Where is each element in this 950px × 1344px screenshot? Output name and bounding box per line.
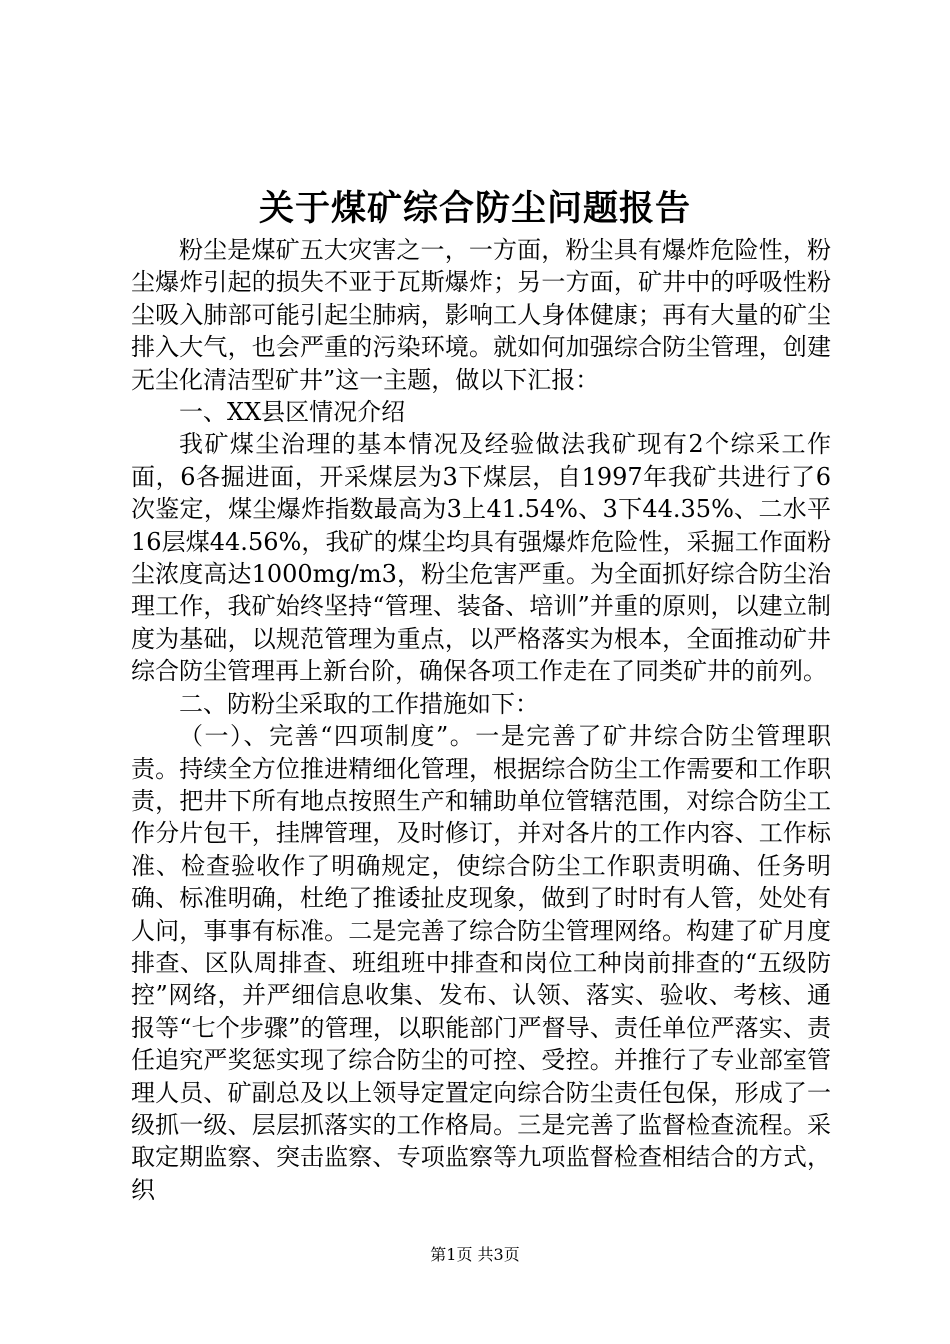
document-body [131, 234, 831, 1206]
section-heading-1: 一、XX县区情况介绍 [179, 398, 406, 427]
document-title: 关于煤矿综合防尘问题报告 [258, 188, 691, 229]
paragraph-intro: 粉尘是煤矿五大灾害之一，一方面，粉尘具有爆炸危险性，粉尘爆炸引起的损失不亚于瓦斯爆炸；另一方面，矿井中的呼吸性粉尘吸入肺部可能引起尘肺病，影响工人身体健康；再有大量的矿尘排入大气，也会严重的污染环境。就如何加强综合防尘管理，创建无尘化清洁型矿井”这一主题，做以下汇报： [131, 236, 831, 394]
page-number: 第1页 共3页 [430, 1245, 520, 1264]
section-heading-2: 二、防粉尘采取的工作措施如下： [179, 689, 539, 718]
paragraph-measures: （一）、完善“四项制度”。一是完善了矿井综合防尘管理职责。持续全方位推进精细化管理，根据综合防尘工作需要和工作职责，把井下所有地点按照生产和辅助单位管辖范围，对综合防尘工作分片包干，挂牌管理，及时修订，并对各片的工作内容、工作标准、检查验收作了明确规定，使综合防尘工作职责明确、任务明确、标准明确，杜绝了推诿扯皮现象，做到了时时有人管，处处有人问，事事有标准。二是完善了综合防尘管理网络。构建了矿月度排查、区队周排查、班组班中排查和岗位工种岗前排查的“五级防控”网络，并严细信息收集、发布、认领、落实、验收、考核、通报等“七个步骤”的管理，以职能部门严督导、责任单位严落实、责任追究严奖惩实现了综合防尘的可控、受控。并推行了专业部室管理人员、矿副总及以上领导定置定向综合防尘责任包保，形成了一级抓一级、层层抓落实的工作格局。三是完善了监督检查流程。采取定期监察、突击监察、专项监察等九项监督检查相结合的方式，织 [131, 722, 831, 1204]
paragraph-situation: 我矿煤尘治理的基本情况及经验做法我矿现有2个综采工作面，6各掘进面，开采煤层为3下煤层，自1997年我矿共进行了6次鉴定，煤尘爆炸指数最高为3上41.54%、3下44.35%、二水平16层煤44.56%，我矿的煤尘均具有强爆炸危险性，采掘工作面粉尘浓度高达1000mg/m3，粉尘危害严重。为全面抓好综合防尘治理工作，我矿始终坚持“管理、装备、培训”并重的原则，以建立制度为基础，以规范管理为重点，以严格落实为根本，全面推动矿井综合防尘管理再上新台阶，确保各项工作走在了同类矿井的前列。 [131, 430, 831, 686]
